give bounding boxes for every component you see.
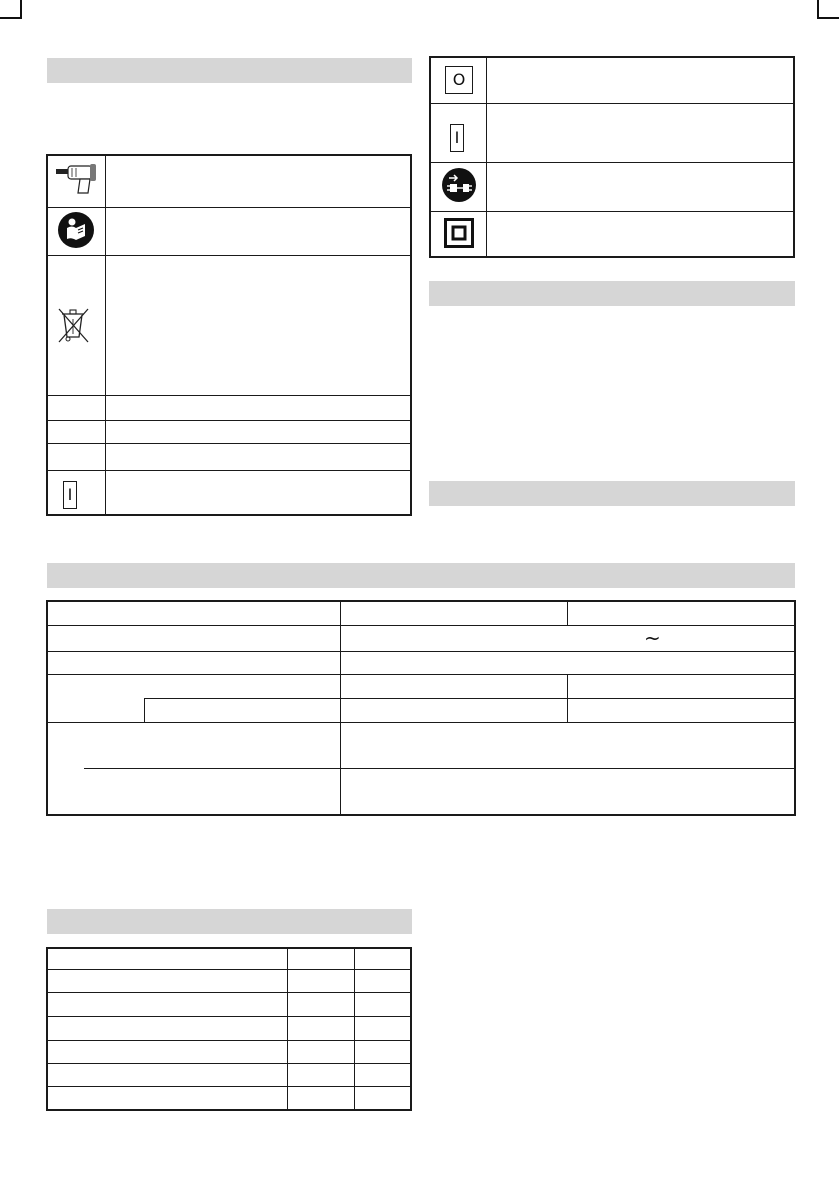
- col-divider: [340, 602, 341, 814]
- row-divider: [48, 395, 410, 396]
- row-divider: [48, 674, 794, 675]
- crop-mark-top-left-v: [20, 0, 22, 18]
- col-divider: [144, 698, 145, 723]
- row-divider: [431, 211, 793, 212]
- switch-on-icon: [63, 481, 77, 509]
- merged-cell-mask: [48, 698, 144, 722]
- switch-off-glyph: O: [452, 70, 466, 89]
- switch-on-icon: [450, 124, 464, 152]
- col-divider: [287, 949, 288, 1109]
- switch-off-icon: [445, 66, 473, 94]
- ac-tilde-symbol: ~: [644, 626, 661, 650]
- symbols-table-left: [46, 154, 412, 516]
- crop-mark-top-right: [817, 17, 839, 19]
- col-divider: [354, 949, 355, 1109]
- unplug-icon: [441, 167, 477, 203]
- col-divider: [105, 156, 106, 514]
- drill-icon: [54, 160, 100, 196]
- row-divider: [144, 698, 794, 699]
- noise-vibration-table: [46, 947, 412, 1111]
- col-divider: [486, 58, 487, 256]
- row-divider: [48, 969, 410, 970]
- section-bar-symbols: [47, 58, 412, 83]
- crop-mark-top-right-v: [817, 0, 819, 18]
- double-insulation-icon: [444, 218, 474, 248]
- row-divider: [84, 768, 340, 769]
- row-divider: [48, 992, 410, 993]
- switch-on-glyph: I: [454, 128, 460, 147]
- symbols-table-right: [429, 56, 795, 258]
- crop-mark-top-left: [0, 17, 22, 19]
- row-divider: [48, 470, 410, 471]
- row-divider: [48, 651, 794, 652]
- section-bar-specifications: [47, 563, 795, 588]
- section-bar-noise-vibration: [47, 909, 412, 934]
- row-divider: [48, 443, 410, 444]
- switch-on-glyph: I: [67, 485, 73, 504]
- row-divider: [48, 420, 410, 421]
- row-divider: [48, 1086, 410, 1087]
- row-divider: [48, 1063, 410, 1064]
- section-bar-intended-use: [429, 281, 795, 306]
- crossed-bin-icon: [56, 304, 92, 346]
- row-divider: [48, 255, 410, 256]
- row-divider: [340, 768, 794, 769]
- row-divider: [431, 103, 793, 104]
- specifications-table: [46, 600, 796, 816]
- row-divider: [48, 1016, 410, 1017]
- row-divider: [48, 207, 410, 208]
- row-divider: [48, 722, 794, 723]
- row-divider: [48, 1040, 410, 1041]
- row-divider: [48, 625, 794, 626]
- col-divider: [567, 674, 568, 723]
- col-divider: [567, 602, 568, 626]
- section-bar-general: [429, 481, 795, 506]
- row-divider: [431, 162, 793, 163]
- read-manual-icon: [57, 211, 95, 249]
